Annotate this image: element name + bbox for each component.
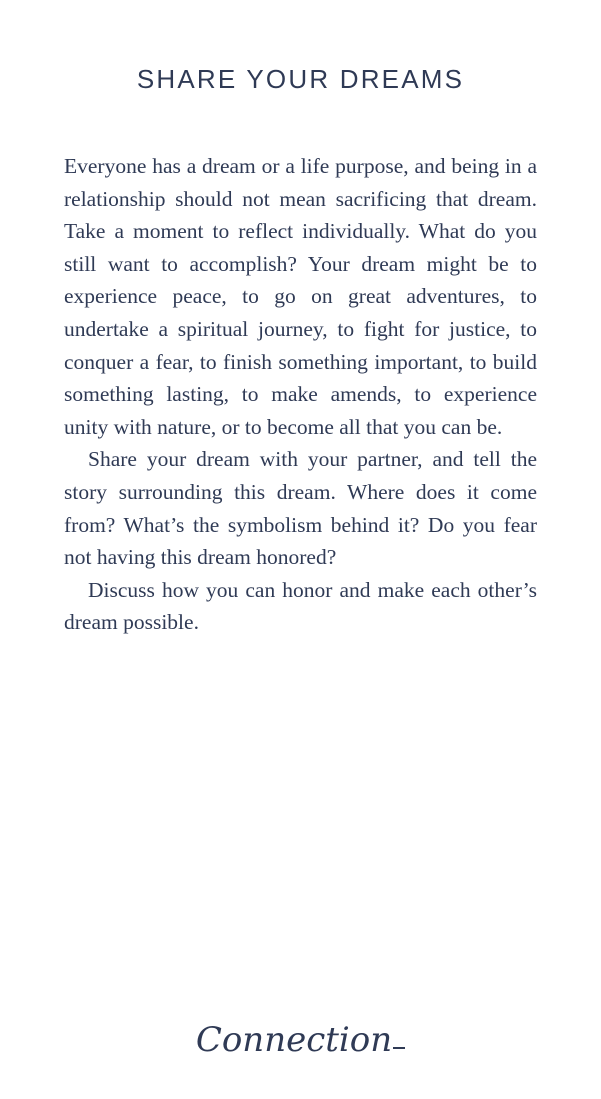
- body-paragraph-2: Share your dream with your partner, and tell the story surrounding this dream. Where does it come from? What’s the symbolism behind it? Do you fear not having this dream honored?: [64, 447, 537, 570]
- body-paragraph-3: Discuss how you can honor and make each other’s dream possible.: [64, 577, 537, 635]
- card-title: SHARE YOUR DREAMS: [136, 64, 465, 94]
- body-paragraph-1: Everyone has a dream or a life purpose, and being in a relationship should not mean sacrificing that dream. Take a moment to reflect individually. What do you still want to accomplish? Your dream might be to experience peace, to go on great adventures, to undertake a spiritual journey, to fight for justice, to conquer a fear, to finish something important, to build something lasting, to make amends, to experience unity with nature, or to become all that you can be.: [64, 154, 537, 439]
- card-body: [64, 150, 537, 639]
- category-text: Connection: [195, 1020, 393, 1060]
- flourish-mark: [393, 1047, 405, 1049]
- category-label: [0, 1020, 601, 1060]
